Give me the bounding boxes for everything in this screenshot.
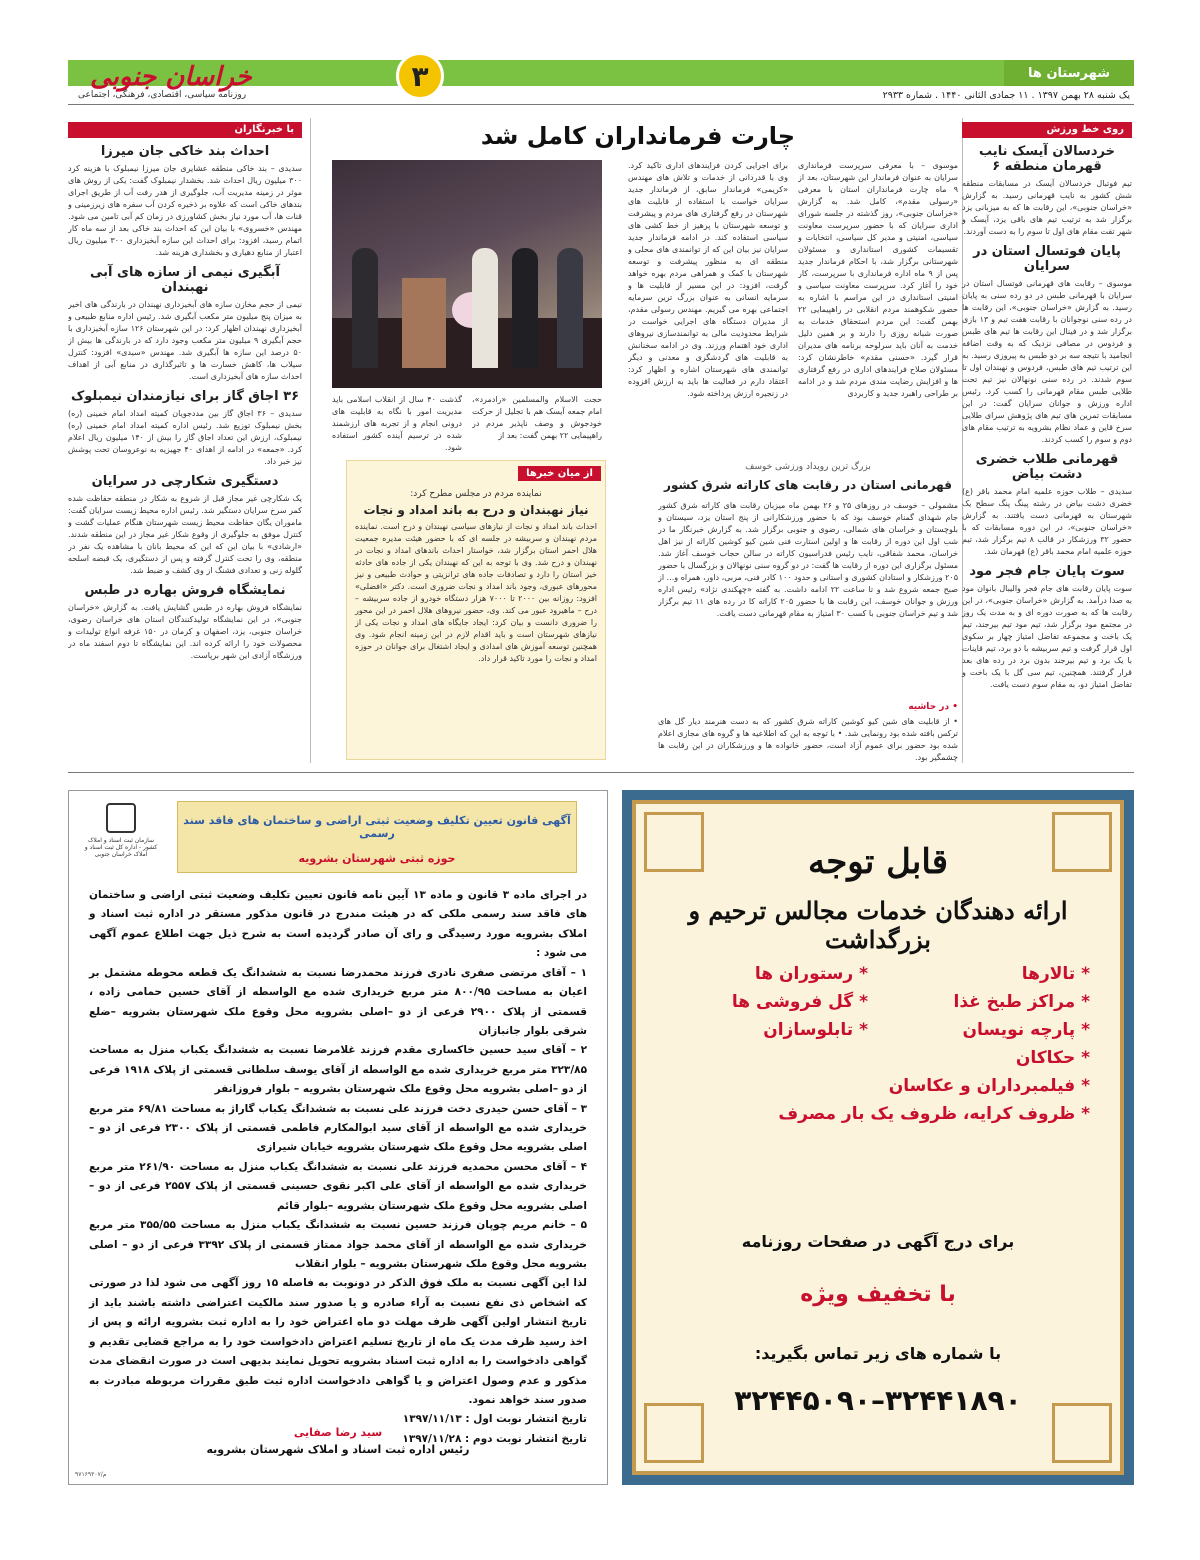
notice-subtitle: حوزه ثبتی شهرستان بشرویه	[298, 852, 456, 865]
ad-list-item: * رستوران ها	[754, 964, 868, 984]
story-body: موسوی – رقابت های قهرمانی فوتسال استان در سرایان با قهرمانی طبس در دو رده سنی به پایان رسید. به گزارش «خراسان جنوبی»، این رقابت ها در رده سنی نوجوانان با رقابت هفت تیم و ۱۳ بازی برگزار شد و در فینال این رقابت ها تیم های طبس و فردوس در مصافی نزدیک که به وقت اضافه انجامید با نتیجه سه بر دو طبس به پیروزی رسید. به این ترتیب تیم های طبس، فردوس و نهبندان اول تا سوم شدند. در رده سنی نونهالان نیز تیم تحت طلایی طبس مقام قهرمانی را کسب کرد. رئیس اداره ورزش و جوانان سرایان گفت: در این مسابقات تمرین های تیم های پژوهش سرای طلایی سرخ قاین و عماد نظام بشرویه به ترتیب مقام های دوم و سوم را کسب کردند.	[962, 279, 1132, 444]
ad-list	[666, 964, 1090, 1124]
notice-signature	[69, 1426, 607, 1456]
story-title: قهرمانی طلاب خضری دشت بیاض	[975, 452, 1119, 482]
notice-title: آگهی قانون تعیین تکلیف وضعیت ثبتی اراضی و ساختمان های فاقد سند رسمی	[183, 814, 571, 840]
notice-code: م/۹۷۱۶۹۳۰۷	[75, 1471, 107, 1478]
ad-list-item: * فیلمبرداران و عکاسان	[888, 1076, 1090, 1096]
lead-body-col1: موسوی – با معرفی سرپرست فرمانداری سرایان به عنوان فرماندار این شهرستان، بعد از ۹ ماه چارت فرمانداران استان با معرفی «رسولی مقدم»، کامل شد. به گزارش «خراسان جنوبی»، روز گذشته در جلسه شورای اداری سرایان که با حضور سرپرست معاونت سیاسی، امنیتی و مدیر کل سیاسی، انتخابات و تقسیمات کشوری استانداری و مسئولان شهرستانی برگزار شد، با احکام فرماندار جدید پس از ۹ ماه اداره فرمانداری با سرپرست، کار خود را آغاز کرد. سرپرست معاونت سیاسی و امنیتی استانداری در این مراسم با اشاره به حضور شکوهمند مردم انقلابی در راهپیمایی ۲۲ بهمن گفت: این مردم استحقاق خدمات به صورت شبانه روزی را دارند و بر همین دلیل خدمت به آنان باید سرلوحه برنامه های مدیران قرار گیرد. «حسنی مقدم» خاطرنشان کرد: مسئولان صلاح فرایندهای اداری در رفع گرفتاری ها و افزایش رضایت مندی مردم شد و در ادامه بر طراحی راهبرد جدید و کاربردی	[798, 161, 958, 398]
news-photo	[332, 160, 602, 388]
section-tag: با خبرنگاران	[68, 122, 302, 138]
ad-list-item: * حکاکان	[1015, 1048, 1090, 1068]
ad-list-item: * ظروف کرایه، ظروف یک بار مصرف	[778, 1104, 1090, 1124]
ad-frame	[632, 800, 1124, 1475]
ad-list-item: * تابلوسازان	[763, 1020, 868, 1040]
sports-title: قهرمانی استان در رقابت های کاراته شرق کشور	[664, 478, 952, 492]
sports-kicker: بزرگ ترین رویداد ورزشی خوسف	[745, 462, 871, 472]
ad-subtitle: ارائه دهندگان خدمات مجالس ترحیم و بزرگداشت	[688, 896, 1068, 954]
story-title: پایان فوتسال استان در سرایان	[973, 244, 1121, 274]
story-body: سوت پایان رقابت های جام فجر والیبال بانوان مود به صدا درآمد. به گزارش «خراسان جنوبی»، در این رقابت ها که به صورت دوره ای و به مدت یک روز در مجتمع مود برگزار شد، تیم مود تیم بیرجند، تیم یک باخت و مجموعه تفاضل امتیاز چهار بر سکوی اول قرار گرفت و تیم سربیشه با دو برد، تیم قاینات با یک برد و تیم بیرجند بدون برد در رده های بعد قرار گرفتند. همچنین، تیم سی گل با یک باخت و تفاضل امتیاز دو، به مقام سوم دست یافت.	[962, 584, 1132, 689]
lead-body-col2: برای اجرایی کردن فرایندهای اداری تاکید کرد. وی با قدردانی از خدمات و تلاش های مهندس «کریمی» فرماندار سابق، از فرماندار جدید سرایان خواست با استفاده از قابلیت های شهرستان در رفع گرفتاری های مردم و پیشرفت و توسعه شهرستان با پرهیز از خط کشی های سیاسی استفاده کند. در ادامه فرماندار جدید سرایان نیز بیان این که از توانمندی های محلی و منطقه ای به منظور پیشرفت و توسعه شهرستان با کمک و همراهی مردم بهره خواهد گرفت، افزود: در این مسیر از قابلیت ها و سرمایه انسانی به عنوان بزرگ ترین سرمایه اجتماعی بهره می گیریم. مهندس رسولی مقدم، از مدیران دستگاه های اجرایی خواست در شرایط محدودیت مالی به توانمندسازی نیروهای اداری خود اهتمام ورزند. وی در ادامه سخنانش به قابلیت های گردشگری و معدنی و دیگر توانمندی های شهرستان اشاره و اظهار کرد: اعتقاد دارم در فعالیت ها باید به ارزش افزوده در زنجیره ارزش پرداخته شود.	[628, 161, 788, 398]
emblem-text: سازمان ثبت اسناد و املاک کشور - اداره کل ثبت اسناد و املاک خراسان جنوبی	[84, 837, 158, 858]
story-title: نمایشگاه فروش بهاره در طبس	[84, 583, 286, 598]
page-number: ۳	[396, 52, 444, 100]
ad-phone-numbers[interactable]: ۳۲۴۴۵۰۹۰–۳۲۴۴۱۸۹۰	[734, 1384, 1022, 1417]
notice-paragraph: لذا این آگهی نسبت به ملک فوق الذکر در دونوبت به فاصله ۱۵ روز آگهی می شود لذا در صورتی که اشخاص ذی نفع نسبت به آراء صادره و یا صدور سند مالکیت اعتراضی داشته باشند باید از تاریخ انتشار اولین آگهی ظرف مهلت دو ماه اعتراض خود را به اداره ثبت بشرویه ارائه و پس از اخذ رسید ظرف مدت یک ماه از تاریخ تسلیم اعتراض دادخواست خود را به مراجع قضایی تقدیم و گواهی دادخواست را به اداره ثبت اسناد بشرویه تحویل نمایند بدیهی است در صورت انقضای مدت مذکور و عدم وصول اعتراض و یا گواهی دادخواست اداره ثبت طبق مقررات مربوطه مبادرت به صدور سند خواهد نمود.	[89, 1277, 587, 1406]
ad-list-item: * تالارها	[1021, 964, 1090, 984]
notice-paragraph: ۵ – خانم مریم چوپان فرزند حسین نسبت به ششدانگ یکباب منزل به مساحت ۳۵۵/۵۵ متر مربع خریداری شده مع الواسطه از آقای محمد جواد ممتاز قسمتی از پلاک ۳۳۹۲ فرعی از دو – اصلی بشرویه محل وقوع ملک شهرستان بشرویه – بلوار انقلاب	[89, 1219, 588, 1271]
reporters-column	[68, 122, 302, 762]
box-title: نیاز نهبندان و درح به باند امداد و نجات	[363, 503, 589, 517]
ad-discount: با تخفیف ویژه	[800, 1282, 956, 1307]
column-divider	[310, 118, 311, 763]
notice-ribbon	[177, 801, 577, 873]
box-body: احداث باند امداد و نجات از نیازهای سیاسی نهبندان و درح است. نماینده مردم نهبندان و سربیشه در جلسه ای که با حضور هیئت مدیره جمعیت هلال احمر استان برگزار شد، خواستار احداث باندهای امداد و نجات در نهبندان و درح شد. وی با توجه به این که نهبندان یکی از جاده های حادثه خیز استان را دارد و تصادفات جاده های ترانزیتی و حوادث طبیعی و نیز محورهای عبوری، وجود باند امداد و نجات ضروری است. دکتر «افضلی» افزود: روزانه بین ۲۰۰۰ تا ۷۰۰۰ هزار دستگاه خودرو از جاده سربیشه – درح – ماهیرود عبور می کند. وی، حضور نیروهای هلال احمر در این محور را ضروری دانست و بیان کرد: ایجاد جایگاه های امداد و نجات یکی از نیازهای شهرستان است و باید اقدام لازم در این زمینه انجام شود. وی همچنین توسعه آموزش های امدادی و ایجاد اشتغال برای جوانان در حوزه امداد و نجات را مورد تاکید قرار داد.	[355, 522, 597, 663]
ad-list-item: * پارچه نویسان	[962, 1020, 1090, 1040]
signer-name: سید رضا صفایی	[293, 1426, 383, 1439]
ad-list-item: * گل فروشی ها	[731, 992, 868, 1012]
ad-cta: برای درج آگهی در صفحات روزنامه	[741, 1232, 1015, 1251]
box-kicker: نماینده مردم در مجلس مطرح کرد:	[410, 489, 542, 499]
sidebar-body: • از قابلیت های شین کیو کوشین کاراته شرق کشور که به دست هنرمند دیار گل های ترکس بافته شده بود رونمایی شد. • با توجه به این که اطلاعیه ها و گروه های مجازی اعلام شده بود حضور برای عموم آزاد است، حضور خانواده ها و ورزشکاران در این رقابت ها چشمگیر بود.	[658, 717, 958, 762]
story-body: سدیدی – ۳۶ اجاق گاز بین مددجویان کمیته امداد امام خمینی (ره) بخش نیمبلوک توزیع شد. رئیس اداره کمیته امداد امام خمینی (ره) نیمبلوک، ارزش این تعداد اجاق گاز را بیش از ۱۴۰ میلیون ریال اعلام کرد. «جمعه» در ادامه از اهدای ۴۰ جهیزیه به نوعروسان تحت پوشش نیز خبر داد.	[68, 409, 302, 466]
registry-emblem	[81, 803, 161, 858]
notice-paragraph: ۱ – آقای مرتضی صفری نادری فرزند محمدرضا نسبت به ششدانگ یک قطعه محوطه مشتمل بر اعیان به مساحت ۸۰۰/۹۵ متر مربع خریداری شده مع الواسطه از آقای حسین حمامی زاده ، قسمتی از پلاک ۲۹۰۰ فرعی از دو –اصلی بشرویه محل وقوع ملک شهرستان بشرویه –ضلع شرقی بلوار جانبازان	[89, 966, 587, 1037]
ad-title: قابل توجه	[808, 842, 948, 882]
story-title: آبگیری نیمی از سازه های آبی نهبندان	[90, 265, 280, 295]
section-rule	[68, 772, 1134, 773]
story-body: نمایشگاه فروش بهاره در طبس گشایش یافت. به گزارش «خراسان جنوبی»، در این نمایشگاه تولیدکنندگان استان های خراسان رضوی، خراسان جنوبی، یزد، اصفهان و کرمان در ۱۵۰ غرفه انواع تولیدات و محصولات خود را ارائه کرده اند. این نمایشگاه تا دوم اسفند ماه در ورزشگاه آزادی این شهر برپاست.	[68, 603, 302, 660]
signer-role: رئیس اداره ثبت اسناد و املاک شهرستان بشرویه	[206, 1443, 470, 1456]
sports-body: مشمولی – خوسف در روزهای ۲۵ و ۲۶ بهمن ماه میزبان رقابت های کاراته شرق کشور جام شهدای گمنام خوسف بود که با حضور ورزشکارانی از پنج استان یزد، سیستان و بلوچستان و خراسان های شمالی، رضوی و جنوبی برگزار شد. به گزارش خبرنگار ما در شب اول این دوره از رقابت ها و اولین استارت فنی شین کیو کوشین کاراته از نیز اهل خراسان، محمد شفاقی، نایب رئیس فدراسیون کاراته در سالن حجاب خوسف آغاز شد. مسئول برگزاری این دوره از رقابت ها گفت: در دو گروه سنی نونهالان و بزرگسال با حضور ۲۰۵ ورزشکار و استادان کشوری و استانی و حدود ۱۰۰ کادر فنی، مربی، داور، همراه و... از صبح جمعه شروع شد و تا ساعت ۲۲ ادامه داشت. به گفته «چهکندی نژاد» رئیس اداره ورزش و جوانان خوسف، این رقابت ها با حضور ۲۰۵ کاراته کا در رده های ۱۱ تیم برگزار شد و تیم خراسان جنوبی با کسب ۳۰ امتیاز به مقام قهرمانی دست یافت.	[658, 501, 958, 618]
story-body: سدیدی – طلاب حوزه علمیه امام محمد باقر (ع) خضری دشت بیاض در رشته پینگ پنگ سطح یک شهرستان به قهرمانی دست یافتند. به گزارش «خراسان جنوبی»، در این دوره مسابقات که با حضور ۳۲ ورزشکار در قالب ۸ تیم برگزار شد، تیم حوزه علمیه امام محمد باقر (ع) قهرمان شد.	[962, 487, 1132, 556]
notice-paragraph: ۴ – آقای محسن محمدیه فرزند علی نسبت به ششدانگ یکباب منزل به مساحت ۲۶۱/۹۰ متر مربع خریداری شده مع الواسطه از آقای علی اکبر نقوی حسینی قسمتی از پلاک ۲۵۵۷ فرعی از دو –اصلی بشرویه محل وقوع ملک شهرستان بشرویه –بلوار قائم	[89, 1160, 587, 1212]
notice-paragraph: ۳ – آقای حسن حیدری دخت فرزند علی نسبت به ششدانگ یکباب گاراژ به مساحت ۶۹/۸۱ متر مربع خریداری شده مع الواسطه از آقای سید ابوالمکارم فاطمی قسمتی از پلاک ۲۳۰۰ فرعی از دو – اصلی بشرویه محل وقوع ملک شهرستان بشرویه خیابان شیرازی	[89, 1102, 588, 1154]
date-line: یک شنبه ۲۸ بهمن ۱۳۹۷ . ۱۱ جمادی الثانی ۱۴۴۰ . شماره ۲۹۳۳	[882, 90, 1130, 101]
news-box	[346, 460, 606, 760]
emblem-icon	[106, 803, 136, 833]
lead-headline: چارت فرمانداران کامل شد	[480, 122, 796, 150]
box-tag: از میان خبرها	[518, 466, 601, 481]
notice-paragraph: در اجرای ماده ۳ قانون و ماده ۱۳ آیین نامه قانون تعیین تکلیف وضعیت ثبتی اراضی و ساختمان های فاقد سند رسمی ملکی که در هیئت مندرج در قانون مذکور مستقر در اداره ثبت اسناد و املاک بشرویه مورد رسیدگی و رای آن صادر گردیده است به شرح ذیل جهت اطلاع عموم آگهی می شود :	[89, 889, 587, 960]
story-title: سوت پایان جام فجر مود	[969, 564, 1125, 579]
photo-caption: گذشت ۴۰ سال از انقلاب اسلامی باید مدیریت امور با نگاه به قابلیت های درونی انجام و از تجربه های ارزشمند شده در ترسیم آینده کشور استفاده شود.	[332, 395, 462, 452]
story-body: تیم فوتبال خردسالان آیسک در مسابقات منطقه شش کشور به نایب قهرمانی رسید. به گزارش «خراسان جنوبی»، این رقابت ها که به میزبانی یزد برگزار شد به ترتیب تیم های باقی یزد، آیسک و شهر تفت مقام های اول تا سوم را به دست آوردند.	[962, 179, 1132, 236]
story-body: سدیدی – بند خاکی منطقه عشایری جان میرزا نیمبلوک با هزینه کرد ۳۰۰ میلیون ریال احداث شد. بخشدار نیمبلوک گفت: یکی از روش های موثر در زمینه مدیریت آب، جلوگیری از هدر رفت آب از طریق اجرای بندهای خاکی است که علاوه بر ذخیره کردن آب سفره های زیرزمینی و قنات ها، آب مورد نیاز بخش کشاورزی در زمان کم آبی تامین می شود. مهندس «خسروی» با بیان این که احداث بند خاکی بعد از سه ماه کار اتمام رسید، افزود: برای احداث این سازه آبخیزداری ۳۰۰ میلیون ریال اعتبار از منابع دهیاری و بخشداری هزینه شد.	[68, 164, 302, 257]
newspaper-logo: خراسان جنوبی	[90, 62, 252, 92]
notice-date: تاریخ انتشار نوبت اول : ۱۳۹۷/۱۱/۱۳	[402, 1413, 587, 1426]
sidebar-title: • در حاشیه	[908, 702, 958, 712]
newspaper-subtitle: روزنامه سیاسی، اقتصادی، فرهنگی، اجتماعی	[78, 90, 247, 100]
photo-caption-2: حجت الاسلام والمسلمین «رادمرد»، امام جمعه آیسک هم با تجلیل از حرکت خودجوش و وصف ناپذیر مردم در راهپیمایی ۲۲ بهمن گفت: بعد از	[472, 395, 602, 440]
sports-column	[962, 122, 1132, 691]
ad-list-item: * مراکز طبخ غذا	[953, 992, 1090, 1012]
section-label: شهرستان ها	[1004, 60, 1134, 86]
notice-date: تاریخ انتشار نوبت دوم : ۱۳۹۷/۱۱/۲۸	[402, 1432, 587, 1445]
notice-body	[89, 886, 587, 1449]
story-title: احداث بند خاکی جان میرزا	[100, 144, 270, 159]
masthead-rule	[68, 104, 1134, 105]
story-title: خردسالان آیسک نایب قهرمان منطقه ۶	[979, 144, 1115, 174]
services-ad	[622, 790, 1134, 1485]
story-body: نیمی از حجم مخازن سازه های آبخیزداری نهبندان در بارندگی های اخیر به میزان پنج میلیون متر مکعب آبگیری شد. رئیس اداره منابع طبیعی و آبخیزداری نهبندان اظهار کرد: در این شهرستان ۱۲۶ سازه آبخیزداری با حجم آبگیری ۹ میلیون متر مکعب وجود دارد که در بارندگی ها بیش از ۵۰ درصد این سازه ها آبگیری شد. مهندس «سیدی» افزود: کنترل سیلاب ها، کاهش خسارت ها و تاثیرگذاری در منابع آبی از اهداف احداث سازه های آبخیزداری است.	[68, 300, 302, 381]
story-body: یک شکارچی غیر مجاز قبل از شروع به شکار در منطقه حفاظت شده کمر سرخ سرایان دستگیر شد. رئیس اداره محیط زیست سرایان گفت: ماموران یگان حفاظت محیط زیست شهرستان هنگام عملیات گشت و کنترل موفق به جلوگیری از وقوع شکار غیر مجاز در این منطقه شدند. «ارشادی» با بیان این که این که محیط بانان با مشاهده یک نفر در منطقه، وی را تحت کنترل گرفته و پس از دستگیری، یک قبضه اسلحه گلوله زنی و تعدادی فشنگ از وی کشف و ضبط شد.	[68, 494, 302, 575]
lead-story	[318, 122, 958, 762]
notice-paragraph: ۲ – آقای سید حسین خاکساری مقدم فرزند غلامرضا نسبت به ششدانگ یکباب منزل به مساحت ۳۲۳/۸۵ متر مربع خریداری شده مع الواسطه از آقای یوسف سلطانی قسمتی از پلاک ۱۹۱۸ فرعی از دو –اصلی بشرویه محل وقوع ملک شهرستان بشرویه – بلوار فروزانفر	[89, 1044, 587, 1096]
story-title: دستگیری شکارچی در سرایان	[91, 474, 279, 489]
masthead	[68, 60, 1134, 106]
legal-notice-ad	[68, 790, 608, 1485]
ad-call-line: با شماره های زیر تماس بگیرید:	[754, 1344, 1002, 1363]
story-title: ۳۶ اجاق گاز برای نیازمندان نیمبلوک	[70, 389, 300, 404]
section-tag: روی خط ورزش	[962, 122, 1132, 138]
